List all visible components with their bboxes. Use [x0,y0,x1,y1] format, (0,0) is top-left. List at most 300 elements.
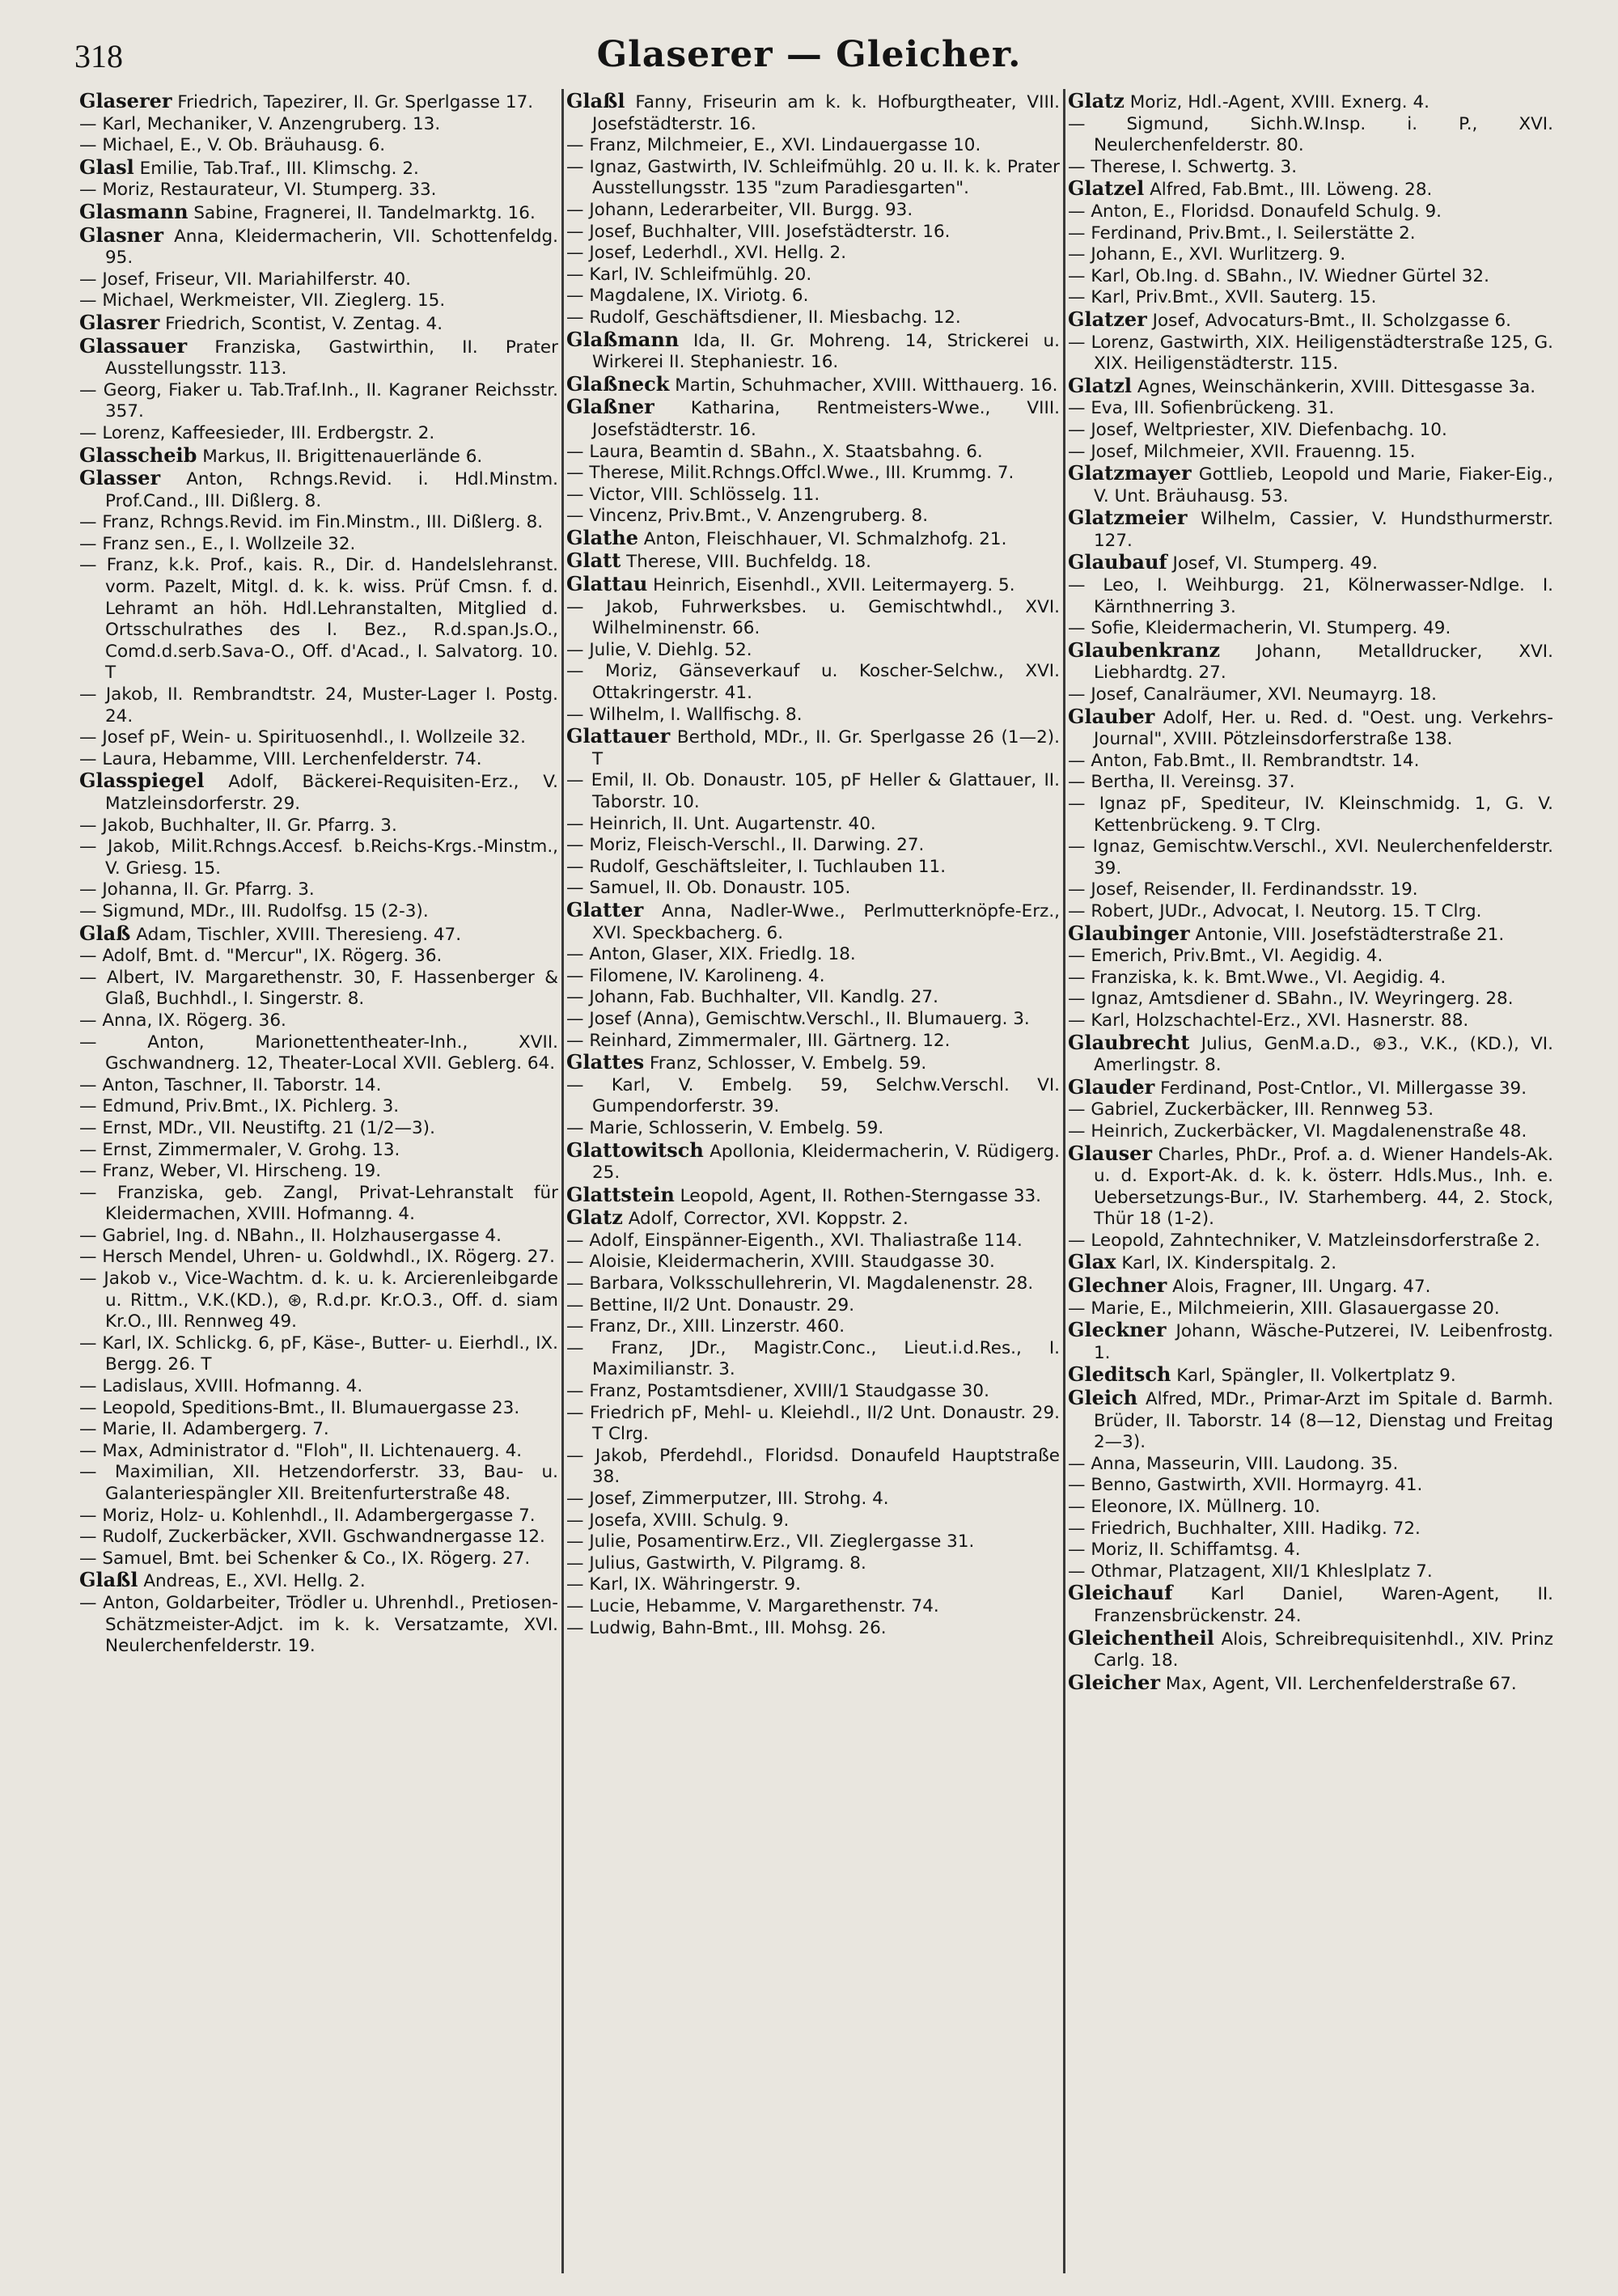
directory-entry [1068,420,1553,442]
entry-text: — Rudolf, Zuckerbäcker, XVII. Gschwandnergasse 12. [79,1527,545,1548]
entry-text: — Anton, Fab.Bmt., II. Rembrandtstr. 14. [1068,750,1420,771]
entry-surname: Gleichentheil [1068,1625,1214,1650]
directory-entry [566,1531,1060,1553]
entry-text: — Ignaz pF, Spediteur, IV. Kleinschmidg. 1, G. V. Kettenbrückeng. 9. T Clrg. [1068,794,1553,836]
entry-text: Josef, VI. Stumperg. 49. [1167,553,1378,574]
directory-entry [1068,879,1553,901]
directory-entry [1068,706,1553,751]
entry-text: Markus, II. Brigittenauerlände 6. [197,446,483,467]
entry-text: — Anton, Glaser, XIX. Friedlg. 18. [566,944,856,965]
directory-entry [1068,640,1553,684]
entry-text: — Karl, Ob.Ing. d. SBahn., IV. Wiedner Gürtel 32. [1068,265,1489,286]
directory-entry [566,1118,1060,1140]
entry-text: — Franz, Dr., XIII. Linzerstr. 460. [566,1316,845,1337]
directory-entry [566,597,1060,640]
entry-text: — Leo, I. Weihburgg. 21, Kölnerwasser-Ndlge. I. Kärnthnerring 3. [1068,575,1553,617]
entry-surname: Glasser [79,466,161,490]
directory-entry [79,269,558,291]
entry-text: — Eva, III. Sofienbrückeng. 31. [1068,398,1335,419]
entry-text: — Leopold, Zahntechniker, V. Matzleinsdorferstraße 2. [1068,1230,1540,1251]
entry-text: — Josef, Weltpriester, XIV. Diefenbachg. 10. [1068,419,1447,440]
entry-text: — Edmund, Priv.Bmt., IX. Pichlerg. 3. [79,1096,400,1117]
directory-entry [566,1510,1060,1532]
entry-text: — Georg, Fiaker u. Tab.Traf.Inh., II. Kagraner Reichsstr. 357. [79,379,558,422]
entry-text: Ferdinand, Post-Cntlor., VI. Millergasse 39. [1154,1078,1527,1099]
directory-entry [1068,575,1553,618]
entry-text: Gottlieb, Leopold und Marie, Fiaker-Eig., V. Unt. Bräuhausg. 53. [1094,464,1553,506]
entry-text: — Ignaz, Gemischtw.Verschl., XVI. Neulerchenfelderstr. 39. [1068,837,1553,879]
directory-entry [566,966,1060,988]
entry-surname: Glaubrecht [1068,1030,1190,1054]
entry-text: — Ferdinand, Priv.Bmt., I. Seilerstätte 2. [1068,222,1416,244]
directory-entry [79,1376,558,1398]
entry-text: Alfred, Fab.Bmt., III. Löweng. 28. [1144,180,1433,201]
directory-entry [79,157,558,180]
directory-entry [1068,1672,1553,1696]
entry-surname: Glaubinger [1068,921,1190,945]
entry-text: Karl Daniel, Waren-Agent, II. Franzensbrückenstr. 24. [1094,1584,1553,1626]
entry-text: Alfred, MDr., Primar-Arzt im Spitale d. Barmh. Brüder, II. Taborstr. 14 (8—12, Dienstag und Freitag 2—3). [1094,1389,1553,1453]
entry-surname: Glatter [566,897,644,921]
entry-text: — Anton, Goldarbeiter, Trödler u. Uhrenhdl., Pretiosen-Schätzmeister-Adjct. im k. k. Versatzamte, XVI. Neulerchenfelderstr. 19. [79,1592,558,1657]
entry-text: — Johann, E., XVI. Wurlitzerg. 9. [1068,244,1346,265]
directory-entry [566,726,1060,770]
directory-entry [79,1441,558,1463]
entry-surname: Glatzmeier [1068,506,1188,530]
entry-text: Adolf, Bäckerei-Requisiten-Erz., V. Matzleinsdorferstr. 29. [105,772,558,814]
entry-surname: Glattstein [566,1182,675,1206]
directory-entry [79,1010,558,1032]
entry-text: Anna, Kleidermacherin, VII. Schottenfeldg. 95. [105,226,558,269]
entry-text: — Anton, Marionettentheater-Inh., XVII. Gschwandnerg. 12, Theater-Local XVII. Geblerg. 64. [79,1032,558,1074]
entry-text: — Karl, Holzschachtel-Erz., XVI. Hasnerstr. 88. [1068,1010,1469,1031]
entry-text: — Gabriel, Ing. d. NBahn., II. Holzhausergasse 4. [79,1225,502,1246]
directory-entry [566,857,1060,879]
entry-text: — Laura, Hebamme, VIII. Lerchenfelderstr. 74. [79,748,482,769]
directory-entry [79,135,558,157]
entry-text: — Leopold, Speditions-Bmt., II. Blumauergasse 23. [79,1397,520,1418]
directory-entry [566,661,1060,704]
directory-entry [79,1183,558,1226]
directory-entry [79,749,558,771]
directory-entry [79,815,558,837]
entry-text: — Laura, Beamtin d. SBahn., X. Staatsbahng. 6. [566,441,983,462]
directory-entry [1068,157,1553,179]
directory-entry [79,1569,558,1593]
entry-text: — Johanna, II. Gr. Pfarrg. 3. [79,879,315,900]
directory-entry [79,180,558,201]
entry-surname: Glauber [1068,704,1155,728]
directory-entry [1068,1099,1553,1121]
entry-text: — Therese, I. Schwertg. 3. [1068,156,1298,177]
entry-text: — Reinhard, Zimmermaler, III. Gärtnerg. 12. [566,1030,951,1051]
directory-entry [1068,618,1553,640]
entry-text: — Sigmund, Sichh.W.Insp. i. P., XVI. Neulerchenfelderstr. 80. [1068,113,1553,156]
directory-entry [1068,244,1553,266]
entry-text: — Ladislaus, XVIII. Hofmanng. 4. [79,1376,363,1397]
directory-entry [566,987,1060,1009]
entry-text: — Friedrich pF, Mehl- u. Kleiehdl., II/2 Unt. Donaustr. 29. T Clrg. [566,1402,1060,1445]
directory-entry [566,835,1060,857]
directory-entry [1068,1519,1553,1540]
directory-entry [79,114,558,136]
entry-text: Karl, IX. Kinderspitalg. 2. [1116,1253,1337,1274]
directory-entry [566,770,1060,813]
directory-entry [79,923,558,947]
directory-entry [566,463,1060,485]
directory-entry [79,1140,558,1162]
entry-text: Alois, Fragner, III. Ungarg. 47. [1167,1277,1431,1298]
directory-entry [566,307,1060,329]
entry-text: Adolf, Her. u. Red. d. "Oest. ung. Verkehrs-Journal", XVIII. Pötzleinsdorferstraße 138. [1094,707,1553,750]
entry-text: — Eleonore, IX. Müllnerg. 10. [1068,1497,1321,1517]
entry-text: — Johann, Lederarbeiter, VII. Burgg. 93. [566,199,913,220]
directory-entry [79,1269,558,1333]
directory-entry [566,1295,1060,1317]
entry-text: — Maximilian, XII. Hetzendorferstr. 33, Bau- u. Galanteriespängler XII. Breitenfurterstraße 48. [79,1462,558,1504]
entry-text: — Moriz, Holz- u. Kohlenhdl., II. Adambergergasse 7. [79,1505,536,1526]
entry-text: — Othmar, Platzagent, XII/1 Khleslplatz 7. [1068,1561,1433,1582]
directory-entry [566,1596,1060,1618]
entry-surname: Glaßner [566,395,654,419]
entry-text: Adolf, Corrector, XVI. Koppstr. 2. [622,1209,909,1230]
directory-entry [1068,1364,1553,1387]
entry-text: — Barbara, Volksschullehrerin, VI. Magdalenenstr. 28. [566,1273,1034,1294]
directory-entry [1068,1454,1553,1476]
directory-entry [1068,989,1553,1010]
directory-entry [1068,794,1553,837]
directory-entry [1068,946,1553,968]
directory-entry [566,550,1060,574]
entry-text: Anton, Rchngs.Revid. i. Hdl.Minstm. Prof.Cand., III. Dißlerg. 8. [105,469,558,511]
directory-entry [1068,1032,1553,1077]
entry-text: — Gabriel, Zuckerbäcker, III. Rennweg 53. [1068,1099,1434,1120]
entry-text: Karl, Spängler, II. Volkertplatz 9. [1171,1366,1456,1387]
entry-text: — Jakob, Milit.Rchngs.Accesf. b.Reichs-Krgs.-Minstm., V. Griesg. 15. [79,837,558,879]
directory-entry [79,946,558,968]
entry-text: — Franz, JDr., Magistr.Conc., Lieut.i.d.Res., I. Maximilianstr. 3. [566,1337,1060,1380]
directory-entry [1068,375,1553,399]
directory-entry [1068,309,1553,333]
directory-entry [1068,398,1553,420]
entry-text: — Ernst, Zimmermaler, V. Grohg. 13. [79,1139,400,1160]
directory-entry [1068,1231,1553,1252]
entry-text: Agnes, Weinschänkerin, XVIII. Dittesgasse 3a. [1132,376,1536,397]
entry-text: — Ignaz, Gastwirth, IV. Schleifmühlg. 20 u. II. k. k. Prater Ausstellungsstr. 135 "zum Paradiesgarten". [566,156,1060,199]
entry-surname: Glatzer [1068,307,1147,331]
directory-entry [566,222,1060,244]
entry-text: Alois, Schreibrequisitenhdl., XIV. Prinz Carlg. 18. [1094,1629,1553,1671]
entry-surname: Glauser [1068,1141,1153,1165]
entry-surname: Glatzmayer [1068,461,1192,485]
directory-entry [1068,114,1553,157]
entry-text: Johann, Wäsche-Putzerei, IV. Leibenfrostg. 1. [1094,1321,1553,1363]
directory-entry [79,1593,558,1658]
directory-entry [1068,1010,1553,1032]
directory-entry [1068,223,1553,245]
entry-text: Wilhelm, Cassier, V. Hundsthurmerstr. 127. [1094,509,1553,551]
directory-entry [79,312,558,336]
entry-text: — Adolf, Bmt. d. "Mercur", IX. Rögerg. 36. [79,946,443,967]
entry-text: — Lucie, Hebamme, V. Margarethenstr. 74. [566,1595,939,1616]
directory-entry [79,1226,558,1248]
directory-entry [79,901,558,923]
entry-surname: Glaßneck [566,371,670,396]
directory-entry [566,200,1060,222]
directory-entry [566,157,1060,200]
directory-entry [1068,1582,1553,1627]
entry-text: — Franz sen., E., I. Wollzeile 32. [79,533,356,554]
entry-text: — Rudolf, Geschäftsleiter, I. Tuchlauben 11. [566,856,947,877]
directory-entry [566,574,1060,597]
directory-entry [566,1381,1060,1403]
directory-entry [1068,923,1553,947]
directory-entry [566,527,1060,551]
directory-entry [566,442,1060,464]
entry-text: — Josef, Reisender, II. Ferdinandsstr. 19. [1068,879,1418,900]
directory-entry [79,1548,558,1570]
entry-surname: Glattes [566,1050,645,1074]
directory-entry [1068,1625,1553,1672]
entry-surname: Glasmann [79,199,188,223]
directory-entry [79,91,558,114]
directory-entry [566,1231,1060,1252]
directory-entry [566,1489,1060,1510]
directory-entry [566,878,1060,900]
directory-entry [79,201,558,225]
entry-text: — Wilhelm, I. Wallfischg. 8. [566,704,803,725]
entry-surname: Glaßl [79,1568,138,1592]
directory-entry [79,468,558,512]
entry-text: — Robert, JUDr., Advocat, I. Neutorg. 15. T Clrg. [1068,900,1482,921]
entry-text: — Jakob v., Vice-Wachtm. d. k. u. k. Arcierenleibgarde u. Rittm., V.K.(KD.), ⊛, R.d.pr. Kr.O.3., Off. d. siam Kr.O., III. Rennweg 49. [79,1269,558,1332]
entry-text: — Josef, Friseur, VII. Mariahilferstr. 40. [79,269,412,290]
entry-text: — Ernst, MDr., VII. Neustiftg. 21 (1/2—3). [79,1117,435,1138]
entry-text: — Max, Administrator d. "Floh", II. Lichtenauerg. 4. [79,1440,523,1461]
directory-entry [566,485,1060,506]
entry-text: Josef, Advocaturs-Bmt., II. Scholzgasse 6. [1146,310,1512,331]
entry-text: — Karl, V. Embelg. 59, Selchw.Verschl. VI. Gumpendorferstr. 39. [566,1074,1060,1117]
entry-surname: Glathe [566,525,638,549]
entry-text: — Magdalene, IX. Viriotg. 6. [566,286,809,307]
entry-text: — Ignaz, Amtsdiener d. SBahn., IV. Weyringerg. 28. [1068,989,1514,1010]
directory-entry [566,265,1060,286]
directory-entry [79,727,558,749]
column-1 [79,91,558,2275]
directory-entry [1068,1298,1553,1320]
directory-entry [1068,1320,1553,1364]
entry-text: — Michael, E., V. Ob. Bräuhausg. 6. [79,135,386,156]
directory-entry [566,1446,1060,1489]
entry-text: — Albert, IV. Margarethenstr. 30, F. Hassenberger & Glaß, Buchhdl., I. Singerstr. 8. [79,967,558,1010]
entry-text: — Marie, Schlosserin, V. Embelg. 59. [566,1117,884,1138]
directory-entry [79,1096,558,1118]
entry-text: — Rudolf, Geschäftsdiener, II. Miesbachg. 12. [566,307,961,328]
directory-entry [1068,1143,1553,1231]
entry-text: — Aloisie, Kleidermacherin, XVIII. Staudgasse 30. [566,1252,995,1273]
entry-text: — Adolf, Einspänner-Eigenth., XVI. Thaliastraße 114. [566,1230,1023,1251]
directory-entry [566,329,1060,374]
directory-entry [1068,968,1553,989]
directory-entry [79,1527,558,1548]
entry-text: — Moriz, Fleisch-Verschl., II. Darwing. 27. [566,835,925,856]
entry-surname: Glatzel [1068,176,1145,201]
directory-entry [79,1333,558,1376]
entry-text: — Josef, Buchhalter, VIII. Josefstädterstr. 16. [566,221,951,242]
entry-text: — Franz, Postamtsdiener, XVIII/1 Staudgasse 30. [566,1381,989,1402]
directory-entry [566,814,1060,836]
directory-entry [566,1184,1060,1208]
directory-entry [1068,837,1553,879]
directory-entry [566,135,1060,157]
entry-text: — Josef (Anna), Gemischtw.Verschl., II. Blumauerg. 3. [566,1008,1030,1029]
entry-surname: Glaß [79,921,131,945]
entry-text: Fanny, Friseurin am k. k. Hofburgtheater, VIII. Josefstädterstr. 16. [592,92,1060,134]
entry-text: Charles, PhDr., Prof. a. d. Wiener Handels-Ak. u. d. Export-Ak. d. k. k. österr. Hdls.Mus., Inh. e. Uebersetzungs-Bur., IV. Starhemberg. 44, 2. Stock, Thür 18 (1-2). [1094,1144,1553,1230]
entry-text: Franz, Schlosser, V. Embelg. 59. [644,1053,927,1074]
entry-text: — Jakob, II. Rembrandtstr. 24, Muster-Lager I. Postg. 24. [79,684,558,727]
directory-entry [1068,1561,1553,1583]
entry-text: — Karl, IV. Schleifmühlg. 20. [566,264,812,285]
entry-text: — Jakob, Buchhalter, II. Gr. Pfarrg. 3. [79,815,397,836]
directory-entry [79,770,558,815]
entry-text: Max, Agent, VII. Lerchenfelderstraße 67. [1159,1673,1517,1694]
directory-entry [79,1075,558,1097]
entry-text: — Josef, Lederhdl., XVI. Hellg. 2. [566,243,847,264]
directory-entry [79,1506,558,1527]
directory-entry [566,640,1060,662]
entry-text: Martin, Schuhmacher, XVIII. Witthauerg. 16. [669,375,1058,396]
entry-text: Ida, II. Gr. Mohreng. 14, Strickerei u. Wirkerei II. Stephaniestr. 16. [592,330,1060,373]
directory-entry [1068,333,1553,375]
entry-text: Friedrich, Scontist, V. Zentag. 4. [159,313,443,334]
entry-surname: Glasscheib [79,443,197,467]
directory-entry [1068,507,1553,552]
entry-text: — Emerich, Priv.Bmt., VI. Aegidig. 4. [1068,946,1383,967]
entry-text: — Heinrich, II. Unt. Augartenstr. 40. [566,813,876,834]
entry-surname: Glatz [566,1205,623,1230]
directory-entry [79,512,558,534]
directory-entry [79,1161,558,1183]
directory-entry [1068,552,1553,575]
directory-entry [79,222,558,269]
directory-entry [566,1009,1060,1031]
entry-text: Antonie, VIII. Josefstädterstraße 21. [1189,924,1505,945]
directory-entry [1068,1121,1553,1143]
directory-entry [1068,463,1553,507]
entry-text: — Sofie, Kleidermacherin, VI. Stumperg. 49. [1068,618,1451,639]
entry-text: Andreas, E., XVI. Hellg. 2. [138,1571,366,1592]
directory-entry [1068,1540,1553,1561]
entry-surname: Glattauer [566,724,671,748]
entry-surname: Glax [1068,1250,1116,1274]
directory-entry [79,1419,558,1441]
entry-text: — Josefa, XVIII. Schulg. 9. [566,1510,790,1531]
column-3 [1068,91,1553,2275]
entry-surname: Glaubenkranz [1068,638,1221,662]
directory-entry [566,1207,1060,1231]
entry-text: — Karl, IX. Schlickg. 6, pF, Käse-, Butter- u. Eierhdl., IX. Bergg. 26. T [79,1332,558,1375]
directory-entry [79,555,558,684]
entry-text: — Josef pF, Wein- u. Spirituosenhdl., I. Wollzeile 32. [79,727,526,748]
directory-entry [566,1338,1060,1381]
entry-text: — Franziska, geb. Zangl, Privat-Lehranstalt für Kleidermachen, XVIII. Hofmanng. 4. [79,1182,558,1225]
entry-text: — Karl, Priv.Bmt., XVII. Sauterg. 15. [1068,287,1377,308]
entry-text: — Samuel, Bmt. bei Schenker & Co., IX. Rögerg. 27. [79,1548,531,1569]
directory-entry [79,1398,558,1420]
entry-text: — Josef, Zimmerputzer, III. Strohg. 4. [566,1489,889,1509]
entry-surname: Glattau [566,572,648,596]
entry-text: — Karl, IX. Währingerstr. 9. [566,1574,801,1595]
directory-entry [79,684,558,727]
directory-entry [566,396,1060,441]
entry-text: — Jakob, Fuhrwerksbes. u. Gemischtwhdl., XVI. Wilhelminenstr. 66. [566,596,1060,639]
entry-text: — Victor, VIII. Schlösselg. 11. [566,484,820,505]
entry-text: — Josef, Milchmeier, XVII. Frauenng. 15. [1068,441,1416,462]
directory-entry [1068,1074,1553,1100]
entry-text: Emilie, Tab.Traf., III. Klimschg. 2. [133,158,419,179]
directory-entry [1068,772,1553,794]
directory-entry [1068,684,1553,706]
directory-entry [79,1247,558,1269]
directory-entry [566,371,1060,397]
entry-surname: Gleditsch [1068,1362,1171,1387]
entry-surname: Glattowitsch [566,1137,704,1162]
directory-entry [566,286,1060,307]
directory-entry [79,380,558,423]
entry-text: — Franz, Milchmeier, E., XVI. Lindauergasse 10. [566,135,981,156]
entry-surname: Gleichauf [1068,1581,1173,1605]
entry-text: — Friedrich, Buchhalter, XIII. Hadikg. 72. [1068,1518,1421,1539]
directory-entry [1068,266,1553,288]
entry-text: — Josef, Canalräumer, XVI. Neumayrg. 18. [1068,684,1437,705]
directory-entry [566,1075,1060,1118]
entry-surname: Glatt [566,549,621,573]
directory-entry [1068,1475,1553,1497]
entry-surname: Glatz [1068,91,1125,112]
entry-surname: Glaßmann [566,327,680,351]
entry-text: Anna, Nadler-Wwe., Perlmutterknöpfe-Erz., XVI. Speckbacherg. 6. [592,900,1060,943]
directory-entry [566,1574,1060,1596]
directory-entry [79,534,558,556]
entry-text: — Moriz, II. Schiffamtsg. 4. [1068,1540,1301,1561]
entry-surname: Glassauer [79,333,188,358]
entry-text: Leopold, Agent, II. Rothen-Sterngasse 33. [674,1185,1042,1206]
directory-entry [566,897,1060,944]
entry-text: — Franz, Rchngs.Revid. im Fin.Minstm., III. Dißlerg. 8. [79,512,544,533]
entry-text: — Filomene, IV. Karolineng. 4. [566,965,825,986]
page-title: Glaserer — Gleicher. [596,34,1022,75]
directory-entry [566,1618,1060,1640]
entry-text: — Franz, k.k. Prof., kais. R., Dir. d. Handelslehranst. vorm. Pazelt, Mitgl. d. k. k. wiss. Prüf Cmsn. f. d. Lehramt an höh. Hdl.Lehranstalten, Mitglied d. Ortsschulrathes des I. Bez., R.d.span.Js.O., Comd.d.serb.Sava-O., Off. d'Acad., I. Salvatorg. 10. T [79,555,558,684]
entry-text: — Vincenz, Priv.Bmt., V. Anzengruberg. 8. [566,506,929,527]
directory-entry [566,1273,1060,1295]
directory-entry [79,1118,558,1140]
entry-text: — Marie, E., Milchmeierin, XIII. Glasauergasse 20. [1068,1298,1500,1319]
directory-entry [1068,287,1553,309]
entry-text: Berthold, MDr., II. Gr. Sperlgasse 26 (1—2). T [592,727,1060,769]
entry-text: — Bertha, II. Vereinsg. 37. [1068,772,1295,793]
entry-surname: Glasspiegel [79,769,205,793]
entry-text: — Benno, Gastwirth, XVII. Hormayrg. 41. [1068,1475,1423,1496]
entry-text: — Jakob, Pferdehdl., Floridsd. Donaufeld Hauptstraße 38. [566,1445,1060,1488]
entry-text: Julius, GenM.a.D., ⊛3., V.K., (KD.), VI. Amerlingstr. 8. [1094,1033,1553,1076]
entry-surname: Glasner [79,222,164,247]
directory-entry [566,944,1060,966]
directory-entry [566,1316,1060,1338]
entry-text: — Anton, E., Floridsd. Donaufeld Schulg. 9. [1068,201,1442,222]
entry-text: Franziska, Gastwirthin, II. Prater Ausstellungsstr. 113. [105,337,558,379]
